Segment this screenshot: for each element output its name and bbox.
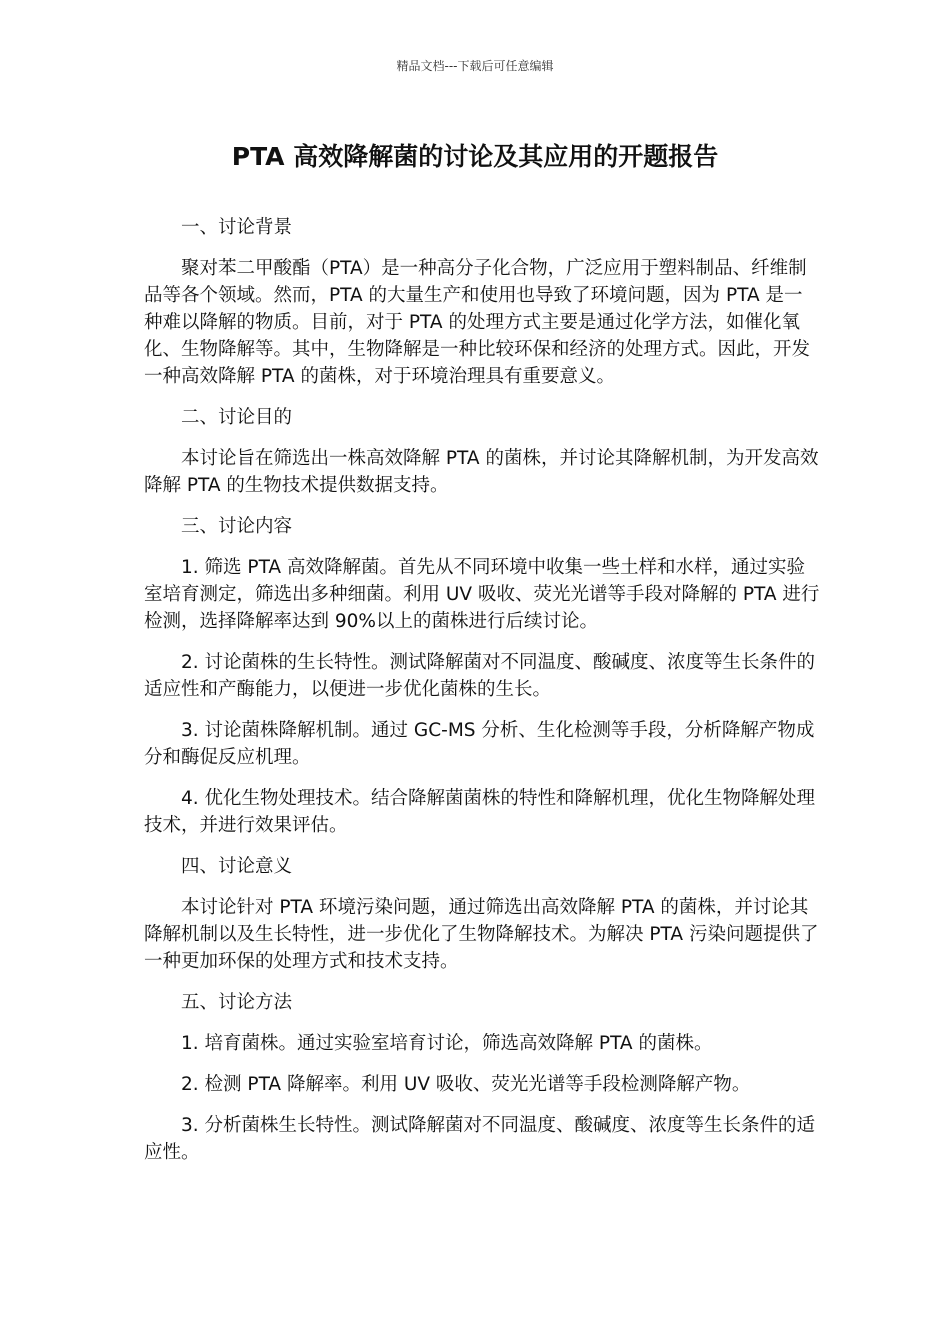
paragraph-method-item-1: 1. 培育菌株。通过实验室培育讨论，筛选高效降解 PTA 的菌株。	[181, 1033, 713, 1054]
paragraph-content-item-3: 3. 讨论菌株降解机制。通过 GC-MS 分析、生化检测等手段，分析降解产物成分和酶促反应机理。	[144, 720, 815, 768]
section-heading-purpose: 二、讨论目的	[181, 407, 293, 428]
paragraph-method-item-3: 3. 分析菌株生长特性。测试降解菌对不同温度、酸碱度、浓度等生长条件的适应性。	[144, 1115, 816, 1163]
paragraph-background: 聚对苯二甲酸酯（PTA）是一种高分子化合物，广泛应用于塑料制品、纤维制品等各个领域。然而，PTA 的大量生产和使用也导致了环境问题，因为 PTA 是一种难以降解的物质。目前，对于 PTA 的处理方式主要是通过化学方法，如催化氧化、生物降解等。其中，生物降解是一种比较环保和经济的处理方式。因此，开发一种高效降解 PTA 的菌株，对于环境治理具有重要意义。	[144, 258, 811, 387]
paragraph-significance: 本讨论针对 PTA 环境污染问题，通过筛选出高效降解 PTA 的菌株，并讨论其降解机制以及生长特性，进一步优化了生物降解技术。为解决 PTA 污染问题提供了一种更加环保的处理方式和技术支持。	[144, 897, 819, 972]
section-heading-significance: 四、讨论意义	[181, 856, 293, 877]
document-title: PTA 高效降解菌的讨论及其应用的开题报告	[231, 142, 719, 171]
paragraph-content-item-1: 1. 筛选 PTA 高效降解菌。首先从不同环境中收集一些土样和水样，通过实验室培育测定，筛选出多种细菌。利用 UV 吸收、荧光光谱等手段对降解的 PTA 进行检测，选择降解率达到 90%以上的菌株进行后续讨论。	[144, 557, 820, 632]
section-heading-background: 一、讨论背景	[181, 217, 293, 238]
page-header-watermark: 精品文档---下载后可任意编辑	[396, 59, 554, 73]
paragraph-content-item-2: 2. 讨论菌株的生长特性。测试降解菌对不同温度、酸碱度、浓度等生长条件的适应性和产酶能力，以便进一步优化菌株的生长。	[144, 652, 816, 700]
paragraph-content-item-4: 4. 优化生物处理技术。结合降解菌菌株的特性和降解机理，优化生物降解处理技术，并进行效果评估。	[144, 788, 816, 836]
section-heading-methods: 五、讨论方法	[181, 992, 293, 1013]
paragraph-purpose: 本讨论旨在筛选出一株高效降解 PTA 的菌株，并讨论其降解机制，为开发高效降解 PTA 的生物技术提供数据支持。	[144, 448, 819, 496]
section-heading-content: 三、讨论内容	[181, 516, 293, 537]
document-body	[144, 214, 820, 1180]
paragraph-method-item-2: 2. 检测 PTA 降解率。利用 UV 吸收、荧光光谱等手段检测降解产物。	[181, 1074, 751, 1095]
